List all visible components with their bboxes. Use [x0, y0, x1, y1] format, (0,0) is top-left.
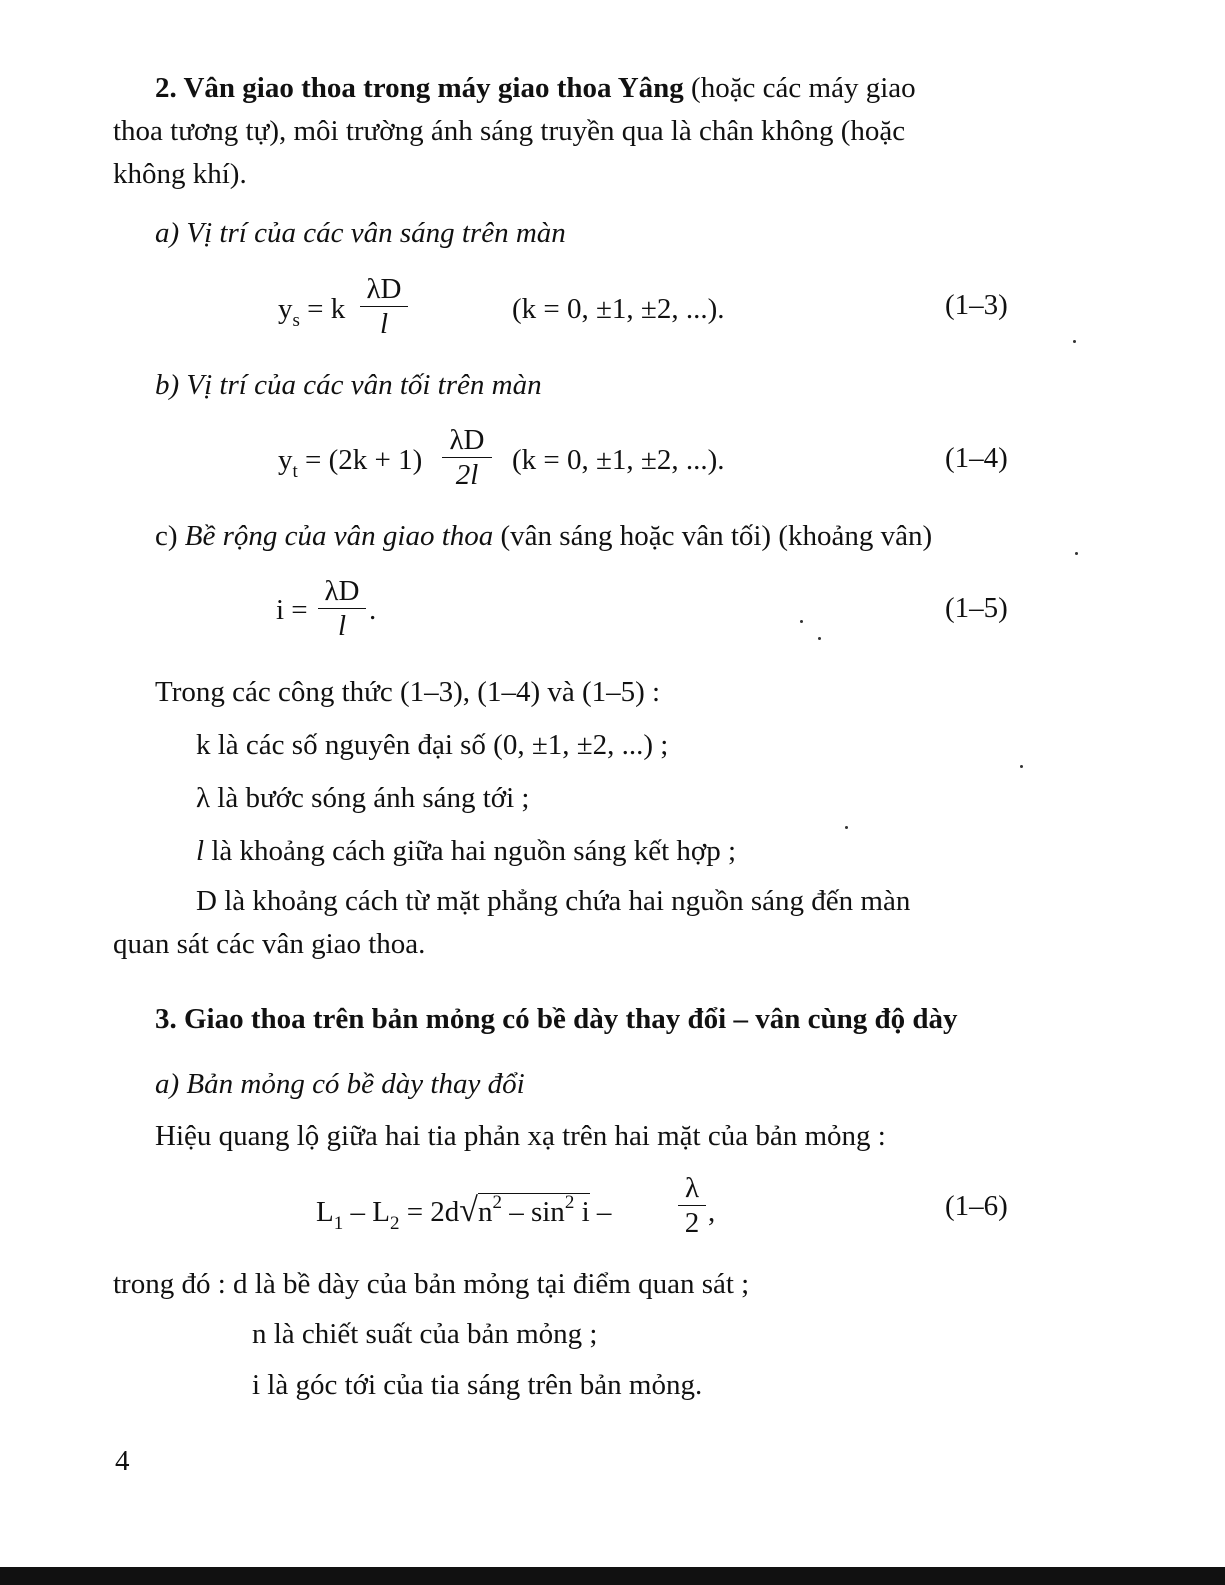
scan-speck	[1073, 340, 1076, 343]
section3-where-intro: trong đó : d là bề dày của bản mỏng tại điểm quan sát ;	[113, 1268, 750, 1300]
equation-1-3-lhs: $y_s = k$	[278, 293, 346, 331]
equation-1-3-number: (1–3)	[945, 289, 1008, 321]
section2-title: 2. Vân giao thoa trong máy giao thoa Yâng	[155, 72, 684, 104]
section3-intro: Hiệu quang lộ giữa hai tia phản xạ trên hai mặt của bản mỏng :	[155, 1120, 886, 1152]
definition-i: i là góc tới của tia sáng trên bản mỏng.	[252, 1369, 703, 1401]
scan-bottom-edge	[0, 1567, 1225, 1585]
section2-a-heading: a) Vị trí của các vân sáng trên màn	[155, 217, 566, 249]
page-number: 4	[115, 1445, 130, 1477]
section2-line3: không khí).	[113, 158, 247, 190]
definition-D-line2: quan sát các vân giao thoa.	[113, 928, 426, 960]
section3-a-heading: a) Bản mỏng có bề dày thay đổi	[155, 1068, 525, 1100]
scan-speck	[1020, 765, 1023, 768]
scan-speck	[818, 637, 821, 640]
section2-b-heading: b) Vị trí của các vân tối trên màn	[155, 369, 542, 401]
formula-definitions-intro: Trong các công thức (1–3), (1–4) và (1–5) :	[155, 676, 661, 708]
equation-1-5-number: (1–5)	[945, 592, 1008, 624]
definition-k: k là các số nguyên đại số (0, ±1, ±2, ...) ;	[196, 729, 669, 761]
definition-l: l là khoảng cách giữa hai nguồn sáng kết hợp ;	[196, 835, 737, 867]
definition-lambda: λ là bước sóng ánh sáng tới ;	[196, 782, 530, 814]
section3-title: 3. Giao thoa trên bản mỏng có bề dày thay đổi – vân cùng độ dày	[155, 1003, 958, 1035]
equation-1-5-tail: .	[369, 594, 377, 626]
equation-1-6-tail: ,	[708, 1196, 716, 1228]
section2-title-rest: (hoặc các máy giao	[683, 72, 916, 104]
section2-c-heading: c) Bề rộng của vân giao thoa (vân sáng hoặc vân tối) (khoảng vân)	[155, 520, 933, 552]
equation-1-4-fraction: λD 2l	[440, 423, 494, 492]
definition-n: n là chiết suất của bản mỏng ;	[252, 1318, 598, 1350]
equation-1-5-lhs: i =	[276, 594, 308, 626]
equation-1-3-condition: (k = 0, ±1, ±2, ...).	[512, 293, 725, 325]
equation-1-6-lhs: $L_1 - L_2 = 2d√n^2 - \sin^2 i$ –	[316, 1192, 612, 1234]
scan-speck	[800, 620, 803, 623]
equation-1-4-number: (1–4)	[945, 442, 1008, 474]
equation-1-4-condition: (k = 0, ±1, ±2, ...).	[512, 444, 725, 476]
scan-speck	[845, 826, 848, 829]
equation-1-3-fraction: λD l	[358, 272, 410, 341]
scan-speck	[1075, 552, 1078, 555]
equation-1-6-number: (1–6)	[945, 1190, 1008, 1222]
radicand: $n^2 - \sin^2 i$	[477, 1192, 590, 1228]
equation-1-4-lhs: $y_t = (2k + 1)$	[278, 444, 423, 482]
square-root-sign: √	[459, 1192, 478, 1229]
section2-line2: thoa tương tự), môi trường ánh sáng truyền qua là chân không (hoặc	[113, 115, 906, 147]
equation-1-6-fraction: λ 2	[676, 1171, 708, 1240]
equation-1-5-fraction: λD l	[316, 574, 368, 643]
section2-heading-line	[155, 66, 916, 110]
definition-D-line1: D là khoảng cách từ mặt phẳng chứa hai nguồn sáng đến màn	[196, 885, 911, 917]
